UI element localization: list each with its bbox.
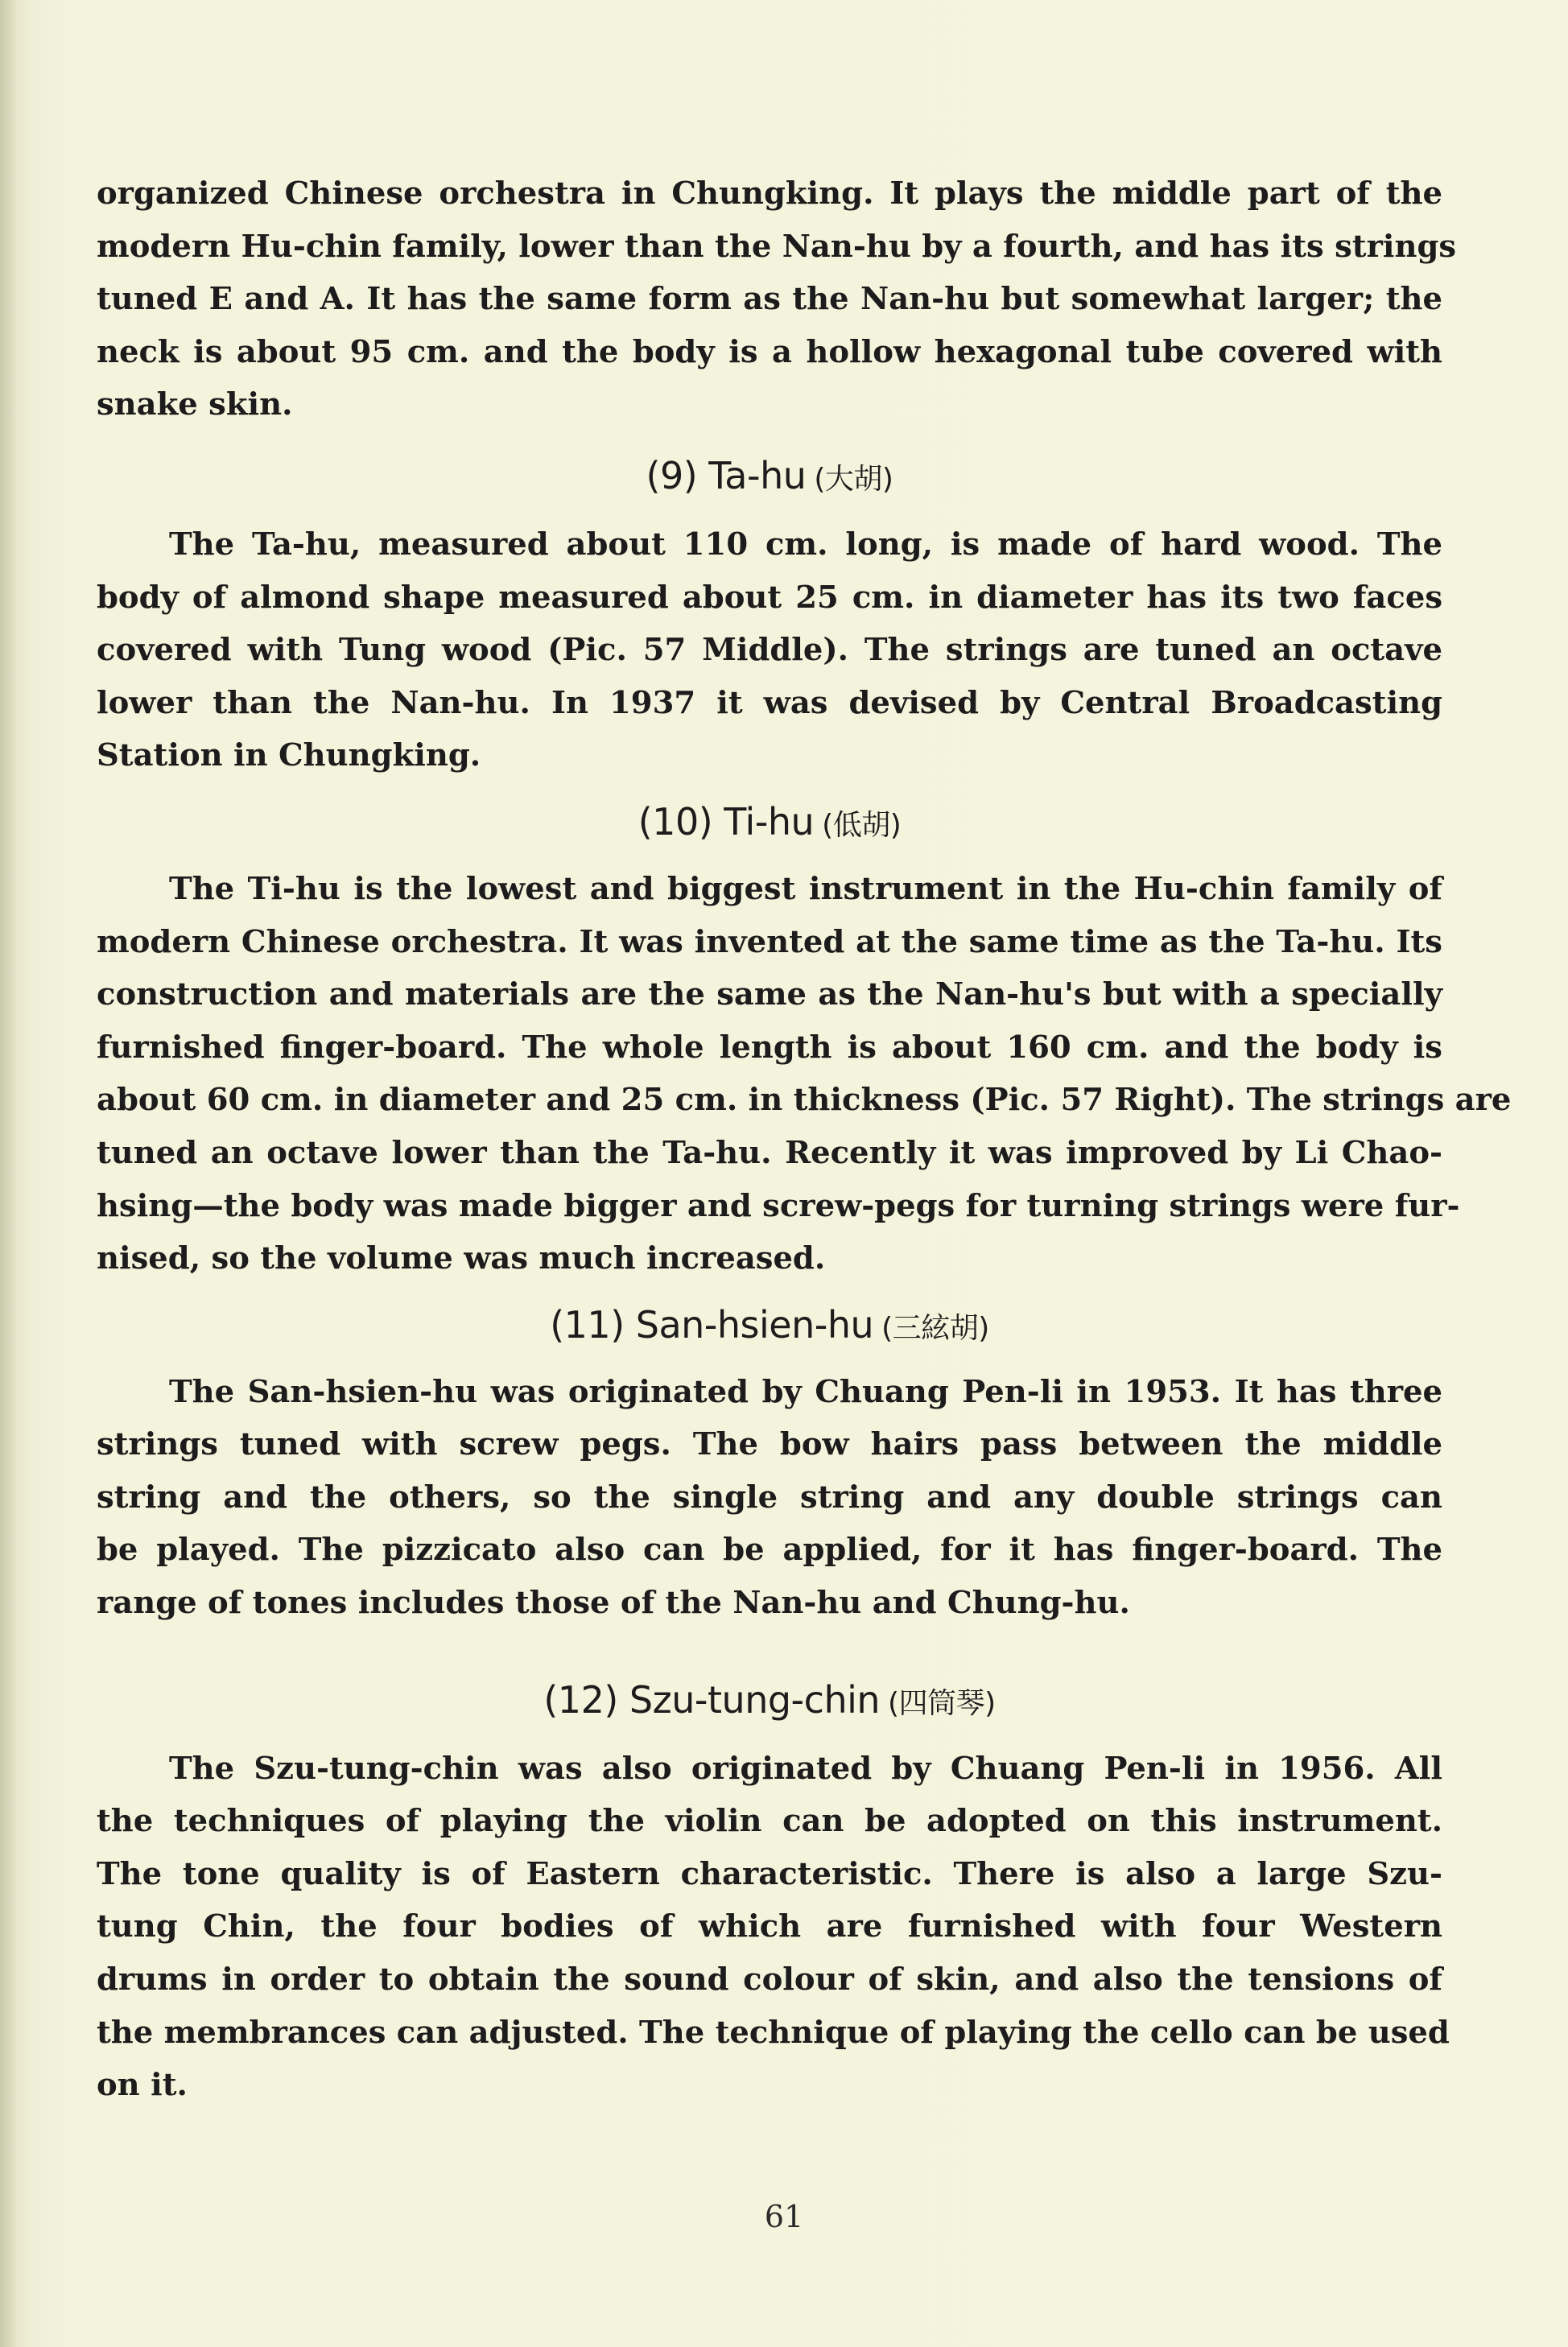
section-heading-ta-hu — [97, 454, 1442, 497]
heading-text: (9) Ta-hu — [646, 453, 807, 497]
heading-text: (12) Szu-tung-chin — [543, 1677, 881, 1722]
paragraph-szu-tung-chin — [97, 1743, 1450, 2112]
text-line: tung Chin, the four bodies of which are furnished with four Western — [97, 1908, 1442, 1945]
text-line: nised, so the volume was much increased. — [97, 1240, 826, 1277]
heading-cjk: (三絃胡) — [881, 1311, 989, 1345]
paragraph-ta-hu — [97, 518, 1442, 782]
spine-shadow — [0, 0, 18, 2347]
text-line: tuned E and A. It has the same form as the Nan-hu but somewhat larger; the — [97, 281, 1442, 318]
text-line: about 60 cm. in diameter and 25 cm. in thickness (Pic. 57 Right). The strings are — [97, 1082, 1512, 1119]
text-line: the techniques of playing the violin can be adopted on this instrument. — [97, 1803, 1442, 1840]
text-line: The Szu-tung-chin was also originated by Chuang Pen-li in 1956. All — [169, 1750, 1442, 1787]
text-line: lower than the Nan-hu. In 1937 it was devised by Central Broadcasting — [97, 684, 1442, 721]
intro-paragraph — [97, 167, 1457, 431]
text-line: neck is about 95 cm. and the body is a hollow hexagonal tube covered with — [97, 333, 1442, 370]
text-line: Station in Chungking. — [97, 737, 481, 774]
text-line: furnished finger-board. The whole length is about 160 cm. and the body is — [97, 1029, 1442, 1066]
paragraph-san-hsien-hu — [97, 1366, 1442, 1630]
text-line: The tone quality is of Eastern characteristic. There is also a large Szu- — [97, 1855, 1442, 1892]
section-heading-ti-hu — [97, 800, 1442, 844]
paragraph-ti-hu — [97, 863, 1512, 1285]
heading-cjk: (低胡) — [822, 808, 902, 842]
text-line: The San-hsien-hu was originated by Chuang Pen-li in 1953. It has three — [169, 1373, 1442, 1410]
text-line: organized Chinese orchestra in Chungking. It plays the middle part of the — [97, 175, 1442, 212]
text-line: modern Chinese orchestra. It was invented at the same time as the Ta-hu. Its — [97, 923, 1442, 960]
section-heading-san-hsien-hu — [97, 1303, 1442, 1347]
text-line: construction and materials are the same as the Nan-hu's but with a specially — [97, 976, 1442, 1013]
text-line: on it. — [97, 2067, 188, 2104]
text-line: be played. The pizzicato also can be applied, for it has finger-board. The — [97, 1532, 1442, 1569]
text-line: The Ta-hu, measured about 110 cm. long, is made of hard wood. The — [169, 526, 1442, 563]
text-line: modern Hu-chin family, lower than the Nan-hu by a fourth, and has its strings — [97, 228, 1457, 265]
text-line: hsing—the body was made bigger and screw-pegs for turning strings were fur- — [97, 1187, 1460, 1224]
text-line: range of tones includes those of the Nan-hu and Chung-hu. — [97, 1585, 1130, 1622]
text-line: strings tuned with screw pegs. The bow hairs pass between the middle — [97, 1426, 1442, 1463]
text-line: tuned an octave lower than the Ta-hu. Recently it was improved by Li Chao- — [97, 1134, 1442, 1171]
heading-cjk: (大胡) — [814, 462, 893, 496]
text-line: body of almond shape measured about 25 cm. in diameter has its two faces — [97, 579, 1442, 616]
text-line: string and the others, so the single string and any double strings can — [97, 1479, 1442, 1516]
text-line: the membrances can adjusted. The technique of playing the cello can be used — [97, 2014, 1450, 2051]
page-number: 61 — [764, 2199, 804, 2234]
section-heading-szu-tung-chin — [97, 1678, 1442, 1722]
text-line: The Ti-hu is the lowest and biggest instrument in the Hu-chin family of — [169, 870, 1442, 907]
heading-cjk: (四筒琴) — [888, 1686, 996, 1720]
text-line: covered with Tung wood (Pic. 57 Middle). The strings are tuned an octave — [97, 632, 1442, 669]
text-column — [97, 167, 1512, 2112]
heading-text: (10) Ti-hu — [638, 799, 815, 844]
text-line: snake skin. — [97, 386, 293, 423]
heading-text: (11) San-hsien-hu — [550, 1302, 874, 1347]
text-line: drums in order to obtain the sound colour of skin, and also the tensions of — [97, 1961, 1442, 1998]
